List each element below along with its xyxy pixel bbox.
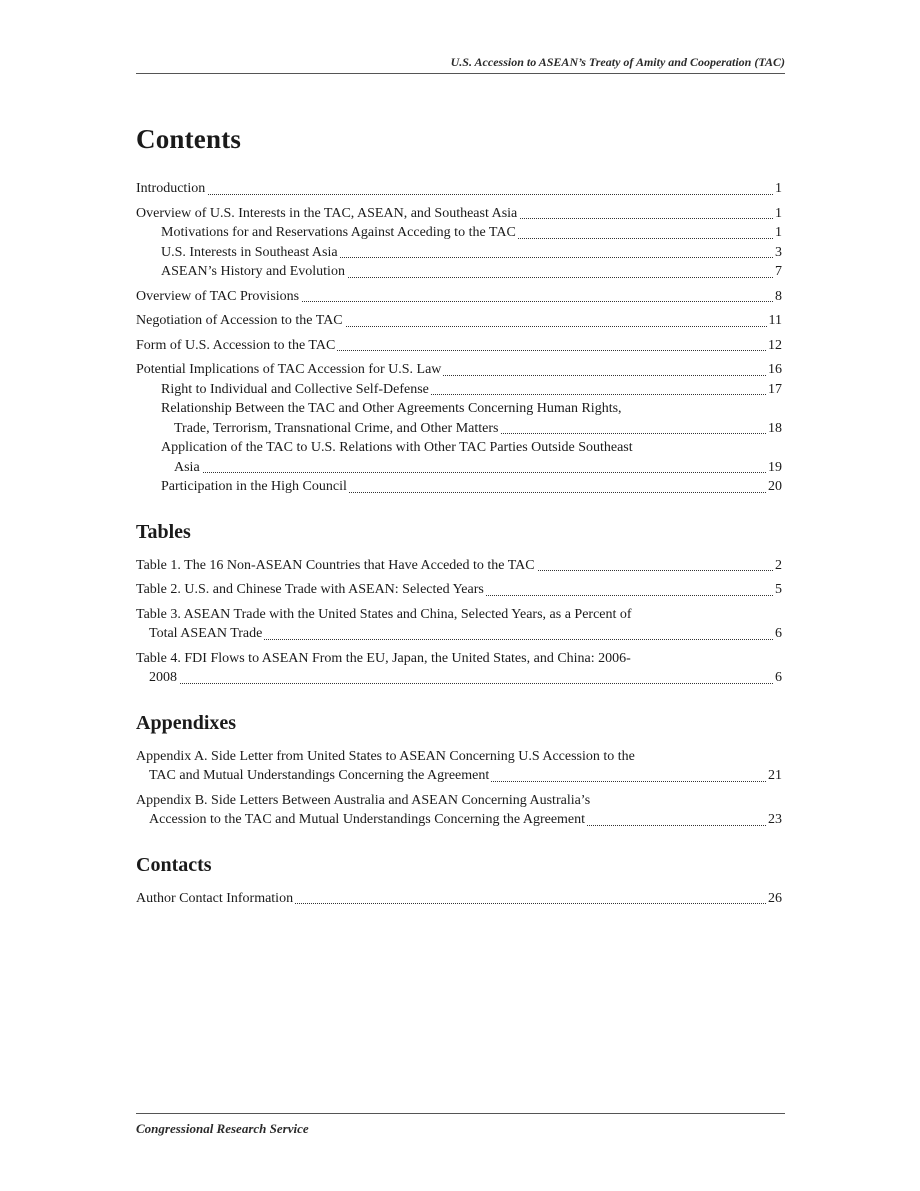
- toc-page-number: 20: [768, 479, 782, 494]
- toc-page-number: 19: [768, 459, 782, 475]
- toc-entry-label-line1: Table 3. ASEAN Trade with the United States and China, Selected Years, as a Percent of: [136, 606, 632, 622]
- toc-entry-label-line1: Table 4. FDI Flows to ASEAN From the EU, Japan, the United States, and China: 2006-: [136, 650, 631, 666]
- toc-entry-appendix-b[interactable]: [136, 791, 782, 830]
- contents-section: [136, 124, 782, 497]
- toc-entry-author-contact[interactable]: [136, 889, 782, 909]
- tables-heading: Tables: [136, 520, 191, 543]
- toc-entry-label-line1: Appendix A. Side Letter from United States to ASEAN Concerning U.S Accession to the: [136, 748, 635, 764]
- toc-page-number: 8: [775, 288, 782, 304]
- toc-entry-appendix-a[interactable]: [136, 747, 782, 786]
- toc-entry-label: Form of U.S. Accession to the TAC: [136, 337, 336, 353]
- toc-entry-label-line2: Accession to the TAC and Mutual Understandings Concerning the Agreement: [149, 812, 586, 827]
- toc-entry-application-outside-sea[interactable]: [136, 438, 782, 477]
- toc-page-number: 7: [775, 264, 782, 279]
- contacts-heading: Contacts: [136, 853, 212, 876]
- toc-page-number: 1: [775, 225, 782, 240]
- toc-entry-table-4[interactable]: [136, 649, 782, 688]
- toc-page-number: 16: [768, 362, 782, 377]
- toc-entry-label: Motivations for and Reservations Against Acceding to the TAC: [161, 225, 516, 240]
- tables-section: [136, 521, 782, 688]
- appendixes-section: [136, 712, 782, 830]
- toc-entry-label: Participation in the High Council: [161, 479, 347, 494]
- toc-entry-self-defense[interactable]: [136, 380, 782, 400]
- toc-page-number: 21: [768, 768, 782, 783]
- toc-entry-high-council[interactable]: [136, 477, 782, 497]
- toc-entry-label-line2: Total ASEAN Trade: [149, 626, 263, 641]
- toc-entry-label: ASEAN’s History and Evolution: [161, 264, 345, 279]
- toc-entry-label-line2: 2008: [149, 670, 177, 685]
- toc-entry-label-line1: Appendix B. Side Letters Between Australia and ASEAN Concerning Australia’s: [136, 792, 591, 808]
- running-header-title: U.S. Accession to ASEAN’s Treaty of Amity and Cooperation (TAC): [450, 55, 785, 69]
- toc-entry-label: Overview of TAC Provisions: [136, 288, 300, 304]
- toc-page-number: 23: [768, 812, 782, 827]
- table-of-contents: [136, 124, 782, 908]
- header-rule: [136, 73, 785, 74]
- toc-page-number: 3: [775, 244, 782, 260]
- toc-page-number: 2: [775, 557, 782, 573]
- toc-page-number: 6: [775, 670, 782, 685]
- toc-page-number: 1: [775, 205, 782, 221]
- toc-entry-label-line1: Application of the TAC to U.S. Relations with Other TAC Parties Outside Southeast: [161, 440, 633, 455]
- toc-entry-label: Table 2. U.S. and Chinese Trade with ASEAN: Selected Years: [136, 582, 484, 597]
- toc-entry-label-line1: Relationship Between the TAC and Other Agreements Concerning Human Rights,: [161, 401, 622, 416]
- toc-entry-label-line2: Asia: [174, 459, 200, 475]
- toc-page-number: 17: [768, 381, 782, 397]
- toc-entry-label: U.S. Interests in Southeast Asia: [161, 244, 338, 260]
- toc-page-number: 12: [768, 337, 782, 353]
- contacts-section: [136, 854, 782, 909]
- toc-entry-asean-history[interactable]: [136, 262, 782, 282]
- toc-entry-label: Potential Implications of TAC Accession for U.S. Law: [136, 362, 442, 377]
- toc-page-number: 1: [775, 181, 782, 196]
- toc-entry-introduction[interactable]: [136, 179, 782, 199]
- toc-entry-negotiation[interactable]: [136, 311, 782, 331]
- dot-leader: [136, 194, 773, 195]
- dot-leader: [149, 683, 773, 684]
- toc-entry-table-2[interactable]: [136, 580, 782, 600]
- footer-rule: [136, 1113, 785, 1114]
- dot-leader: [174, 472, 766, 473]
- toc-page-number: 26: [768, 890, 782, 906]
- toc-entry-overview-us-interests[interactable]: [136, 204, 782, 224]
- toc-page-number: 11: [768, 313, 782, 328]
- toc-page-number: 6: [775, 626, 782, 641]
- appendixes-heading: Appendixes: [136, 711, 237, 734]
- contents-heading: Contents: [136, 124, 242, 154]
- toc-entry-label-line2: Trade, Terrorism, Transnational Crime, and Other Matters: [174, 420, 499, 436]
- toc-page-number: 18: [768, 420, 782, 436]
- toc-entry-motivations[interactable]: [136, 223, 782, 243]
- toc-entry-label: Right to Individual and Collective Self-Defense: [161, 381, 429, 397]
- toc-entry-table-1[interactable]: [136, 556, 782, 576]
- toc-entry-label: Negotiation of Accession to the TAC: [136, 313, 343, 328]
- toc-entry-label: Author Contact Information: [136, 890, 294, 906]
- toc-entry-table-3[interactable]: [136, 605, 782, 644]
- toc-entry-label: Introduction: [136, 181, 206, 196]
- toc-entry-label: Table 1. The 16 Non-ASEAN Countries that Have Acceded to the TAC: [136, 557, 535, 573]
- toc-entry-relationship-other-agreements[interactable]: [136, 399, 782, 438]
- toc-entry-tac-provisions[interactable]: [136, 287, 782, 307]
- toc-entry-us-interests-southeast-asia[interactable]: [136, 243, 782, 263]
- toc-entry-form-of-accession[interactable]: [136, 336, 782, 356]
- toc-entry-label-line2: TAC and Mutual Understandings Concerning the Agreement: [149, 768, 490, 783]
- toc-page-number: 5: [775, 582, 782, 597]
- toc-entry-potential-implications[interactable]: [136, 360, 782, 380]
- running-footer-source: Congressional Research Service: [136, 1121, 309, 1136]
- toc-entry-label: Overview of U.S. Interests in the TAC, ASEAN, and Southeast Asia: [136, 205, 518, 221]
